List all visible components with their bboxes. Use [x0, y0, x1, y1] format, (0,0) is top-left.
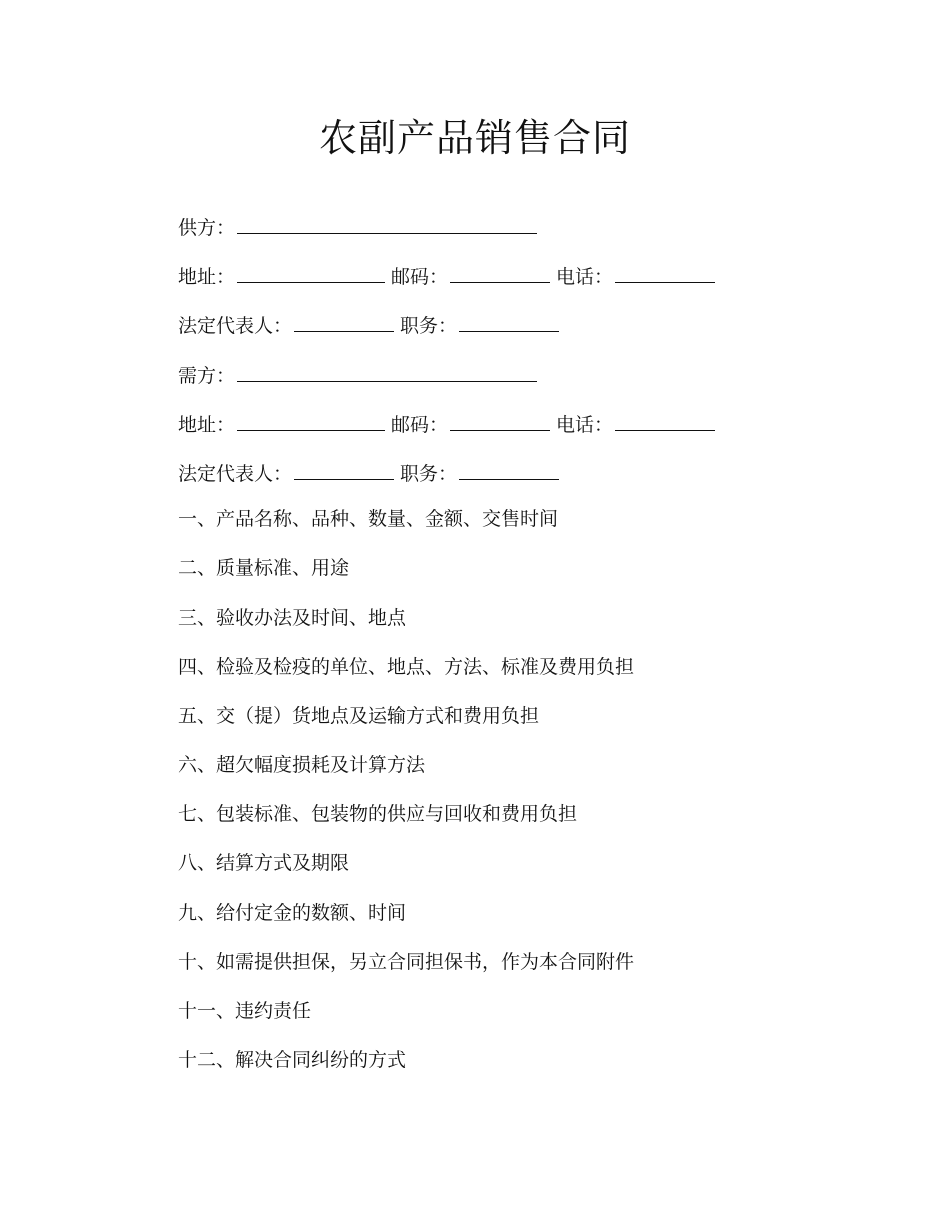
buyer-address-row: [178, 404, 878, 453]
buyer-position-label: 职务：: [400, 462, 458, 485]
buyer-rep-label: 法定代表人：: [178, 462, 293, 485]
document-body: [178, 207, 878, 1092]
supplier-phone-blank: [615, 256, 715, 283]
buyer-phone-blank: [615, 404, 715, 431]
supplier-address-row: [178, 256, 878, 305]
clause-item: 六、超欠幅度损耗及计算方法: [178, 754, 426, 777]
supplier-rep-blank: [294, 305, 394, 332]
supplier-address-blank: [237, 256, 385, 283]
clause-item: 十、如需提供担保，另立合同担保书，作为本合同附件: [178, 950, 635, 973]
clause-item: 一、产品名称、品种、数量、金额、交售时间: [178, 508, 559, 531]
supplier-postcode-label: 邮码：: [391, 266, 449, 289]
supplier-postcode-blank: [450, 256, 550, 283]
supplier-party-blank: [237, 207, 537, 234]
supplier-position-label: 职务：: [400, 315, 458, 338]
buyer-rep-blank: [294, 453, 394, 480]
clause-item: 四、检验及检疫的单位、地点、方法、标准及费用负担: [178, 655, 635, 678]
buyer-rep-row: [178, 453, 878, 502]
clause-item: 八、结算方式及期限: [178, 852, 350, 875]
supplier-phone-label: 电话：: [556, 266, 614, 289]
clause-item: 五、交（提）货地点及运输方式和费用负担: [178, 704, 540, 727]
supplier-party-row: [178, 207, 878, 256]
buyer-party-label: 需方：: [178, 364, 236, 387]
buyer-address-blank: [237, 404, 385, 431]
buyer-party-row: [178, 355, 878, 404]
supplier-party-label: 供方：: [178, 217, 236, 239]
supplier-rep-label: 法定代表人：: [178, 315, 293, 338]
clause-item: 三、验收办法及时间、地点: [178, 606, 407, 629]
clause-item: 九、给付定金的数额、时间: [178, 901, 407, 924]
document-title: 农副产品销售合同: [318, 116, 631, 160]
clause-item: 七、包装标准、包装物的供应与回收和费用负担: [178, 803, 578, 826]
buyer-postcode-label: 邮码：: [391, 413, 449, 436]
buyer-phone-label: 电话：: [556, 413, 614, 436]
clause-item: 十二、解决合同纠纷的方式: [178, 1049, 407, 1072]
clause-item: 十一、违约责任: [178, 1000, 312, 1022]
buyer-postcode-blank: [450, 404, 550, 431]
supplier-position-blank: [459, 305, 559, 332]
buyer-position-blank: [459, 453, 559, 480]
buyer-party-blank: [237, 355, 537, 382]
supplier-address-label: 地址：: [178, 266, 236, 289]
buyer-address-label: 地址：: [178, 413, 236, 436]
clause-item: 二、质量标准、用途: [178, 557, 350, 580]
supplier-rep-row: [178, 305, 878, 354]
